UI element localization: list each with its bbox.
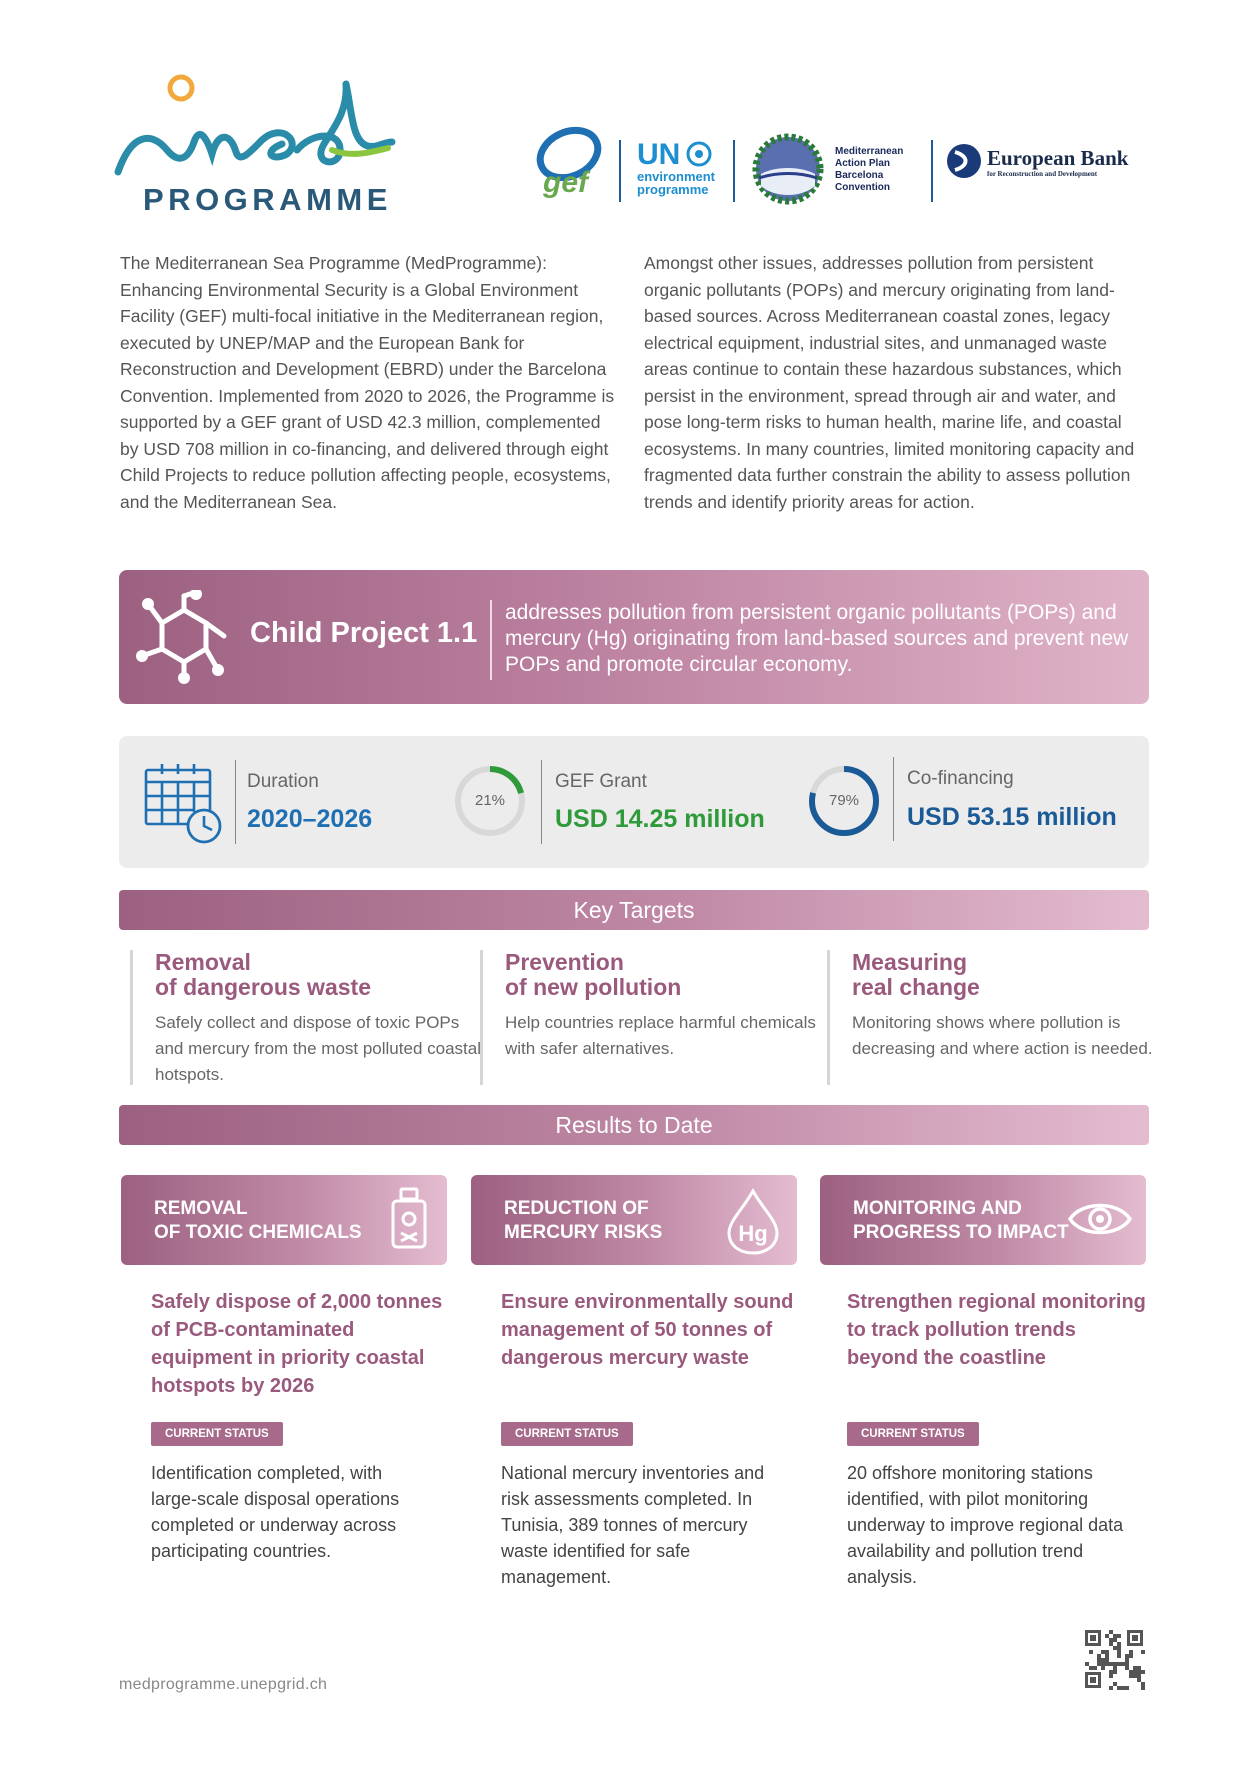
child-project-description: addresses pollution from persistent organic pollutants (POPs) and mercury (Hg) originating from land-based sources and prevent new POPs and promote circular economy. bbox=[505, 601, 1129, 676]
gef-grant-label: GEF Grant bbox=[555, 771, 647, 792]
key-target-title: of dangerous waste bbox=[155, 974, 371, 1000]
key-target-prevention bbox=[480, 950, 835, 1085]
calendar-clock-icon bbox=[144, 762, 224, 844]
result-card-removal bbox=[121, 1175, 447, 1265]
key-target-text: Monitoring shows where pollution is decreasing and where action is needed. bbox=[852, 1013, 1153, 1058]
current-status-badge: CURRENT STATUS bbox=[151, 1422, 283, 1446]
child-project-title: Child Project 1.1 bbox=[250, 617, 478, 649]
result-status-text: National mercury inventories and risk assessments completed. In Tunisia, 389 tonnes of mercury waste identified for safe management. bbox=[501, 1463, 765, 1587]
cofinancing-percent: 79% bbox=[828, 792, 860, 809]
funding-summary-box bbox=[119, 736, 1149, 868]
footer-url[interactable]: medprogramme.unepgrid.ch bbox=[119, 1676, 328, 1693]
ebrd-logo-subtitle: for Reconstruction and Development bbox=[987, 170, 1098, 178]
key-targets-heading: Key Targets bbox=[119, 890, 1149, 930]
result-goal: Strengthen regional monitoring to track pollution trends beyond the coastline bbox=[847, 1291, 1146, 1369]
barcelona-convention-emblem-icon bbox=[747, 128, 829, 210]
ebrd-emblem-icon bbox=[945, 142, 983, 180]
intro-paragraph-left: The Mediterranean Sea Programme (MedProgramme): Enhancing Environmental Security is a Global Environment Facility (GEF) multi-focal initiative in the Mediterranean region, executed by UNEP/MAP and the European Bank for Reconstruction and Development (EBRD) under the Barcelona Convention. Implemented from 2020 to 2026, the Programme is supported by a GEF grant of USD 42.3 million, complemented by USD 708 million in co-financing, and delivered through eight Child Projects to reduce pollution affecting people, ecosystems, and the Mediterranean Sea. bbox=[120, 253, 615, 512]
gef-grant-percent: 21% bbox=[474, 792, 506, 809]
un-logo-text: UN bbox=[637, 138, 681, 171]
result-status-text: 20 offshore monitoring stations identified, with pilot monitoring underway to improve regional data availability and pollution trend analysis. bbox=[847, 1463, 1124, 1587]
key-target-title: Prevention bbox=[505, 949, 624, 975]
key-target-text: Help countries replace harmful chemicals with safer alternatives. bbox=[505, 1013, 816, 1058]
banner-divider bbox=[490, 600, 492, 680]
un-emblem-icon bbox=[685, 140, 713, 168]
key-target-removal bbox=[130, 950, 485, 1085]
key-target-title: Measuring bbox=[852, 949, 968, 975]
mercury-drop-icon bbox=[723, 1187, 783, 1255]
ebrd-logo-text: European Bank bbox=[987, 146, 1129, 170]
result-card-title: MERCURY RISKS bbox=[504, 1222, 663, 1243]
result-card-title: PROGRESS TO IMPACT bbox=[853, 1222, 1069, 1243]
result-card-mercury bbox=[471, 1175, 797, 1265]
qr-code-icon bbox=[1083, 1628, 1145, 1690]
results-heading: Results to Date bbox=[119, 1105, 1149, 1145]
gef-grant-value: USD 14.25 million bbox=[555, 805, 765, 833]
result-card-title: MONITORING AND bbox=[853, 1198, 1022, 1219]
intro-paragraph-right: Amongst other issues, addresses pollution from persistent organic pollutants (POPs) and mercury originating from land-based sources. Across Mediterranean coastal zones, legacy electrical equipment, industrial sites, and unmanaged waste areas continue to contain these hazardous substances, which persist in the environment, spread through air and water, and pose long-term risks to human health, marine life, and coastal ecosystems. In many countries, limited monitoring capacity and fragmented data further constrain the ability to assess pollution trends and identify priority areas for action. bbox=[644, 253, 1135, 512]
current-status-badge: CURRENT STATUS bbox=[501, 1422, 633, 1446]
result-goal: Ensure environmentally sound management of 50 tonnes of dangerous mercury waste bbox=[501, 1291, 794, 1369]
eye-icon bbox=[1068, 1197, 1132, 1241]
result-card-title: OF TOXIC CHEMICALS bbox=[154, 1222, 362, 1243]
duration-value: 2020–2026 bbox=[247, 805, 373, 833]
gef-logo-text: gef bbox=[543, 166, 588, 199]
result-goal: Safely dispose of 2,000 tonnes of PCB-contaminated equipment in priority coastal hotspots by 2026 bbox=[151, 1291, 443, 1397]
result-card-title: REDUCTION OF bbox=[504, 1198, 649, 1219]
mercury-symbol: Hg bbox=[738, 1221, 768, 1246]
barcelona-convention-text: Mediterranean Action Plan Barcelona Convention bbox=[835, 146, 904, 193]
result-card-title: REMOVAL bbox=[154, 1198, 248, 1219]
key-target-title: real change bbox=[852, 974, 980, 1000]
programme-wordmark: PROGRAMME bbox=[143, 182, 392, 217]
key-target-title: of new pollution bbox=[505, 974, 682, 1000]
result-status-text: Identification completed, with large-scale disposal operations completed or underway across participating countries. bbox=[151, 1463, 400, 1561]
cofinancing-value: USD 53.15 million bbox=[907, 803, 1117, 831]
un-logo-subtitle: environment programme bbox=[637, 169, 716, 197]
key-target-title: Removal bbox=[155, 949, 251, 975]
key-target-measuring bbox=[827, 950, 1182, 1085]
cofinancing-label: Co-financing bbox=[907, 768, 1014, 789]
partner-logos bbox=[535, 118, 1145, 218]
current-status-badge: CURRENT STATUS bbox=[847, 1422, 979, 1446]
molecule-icon bbox=[134, 590, 234, 686]
key-target-text: Safely collect and dispose of toxic POPs and mercury from the most polluted coastal hotspots. bbox=[155, 1013, 481, 1084]
result-card-monitoring bbox=[820, 1175, 1146, 1265]
toxic-bottle-icon bbox=[385, 1187, 433, 1251]
duration-label: Duration bbox=[247, 771, 319, 792]
